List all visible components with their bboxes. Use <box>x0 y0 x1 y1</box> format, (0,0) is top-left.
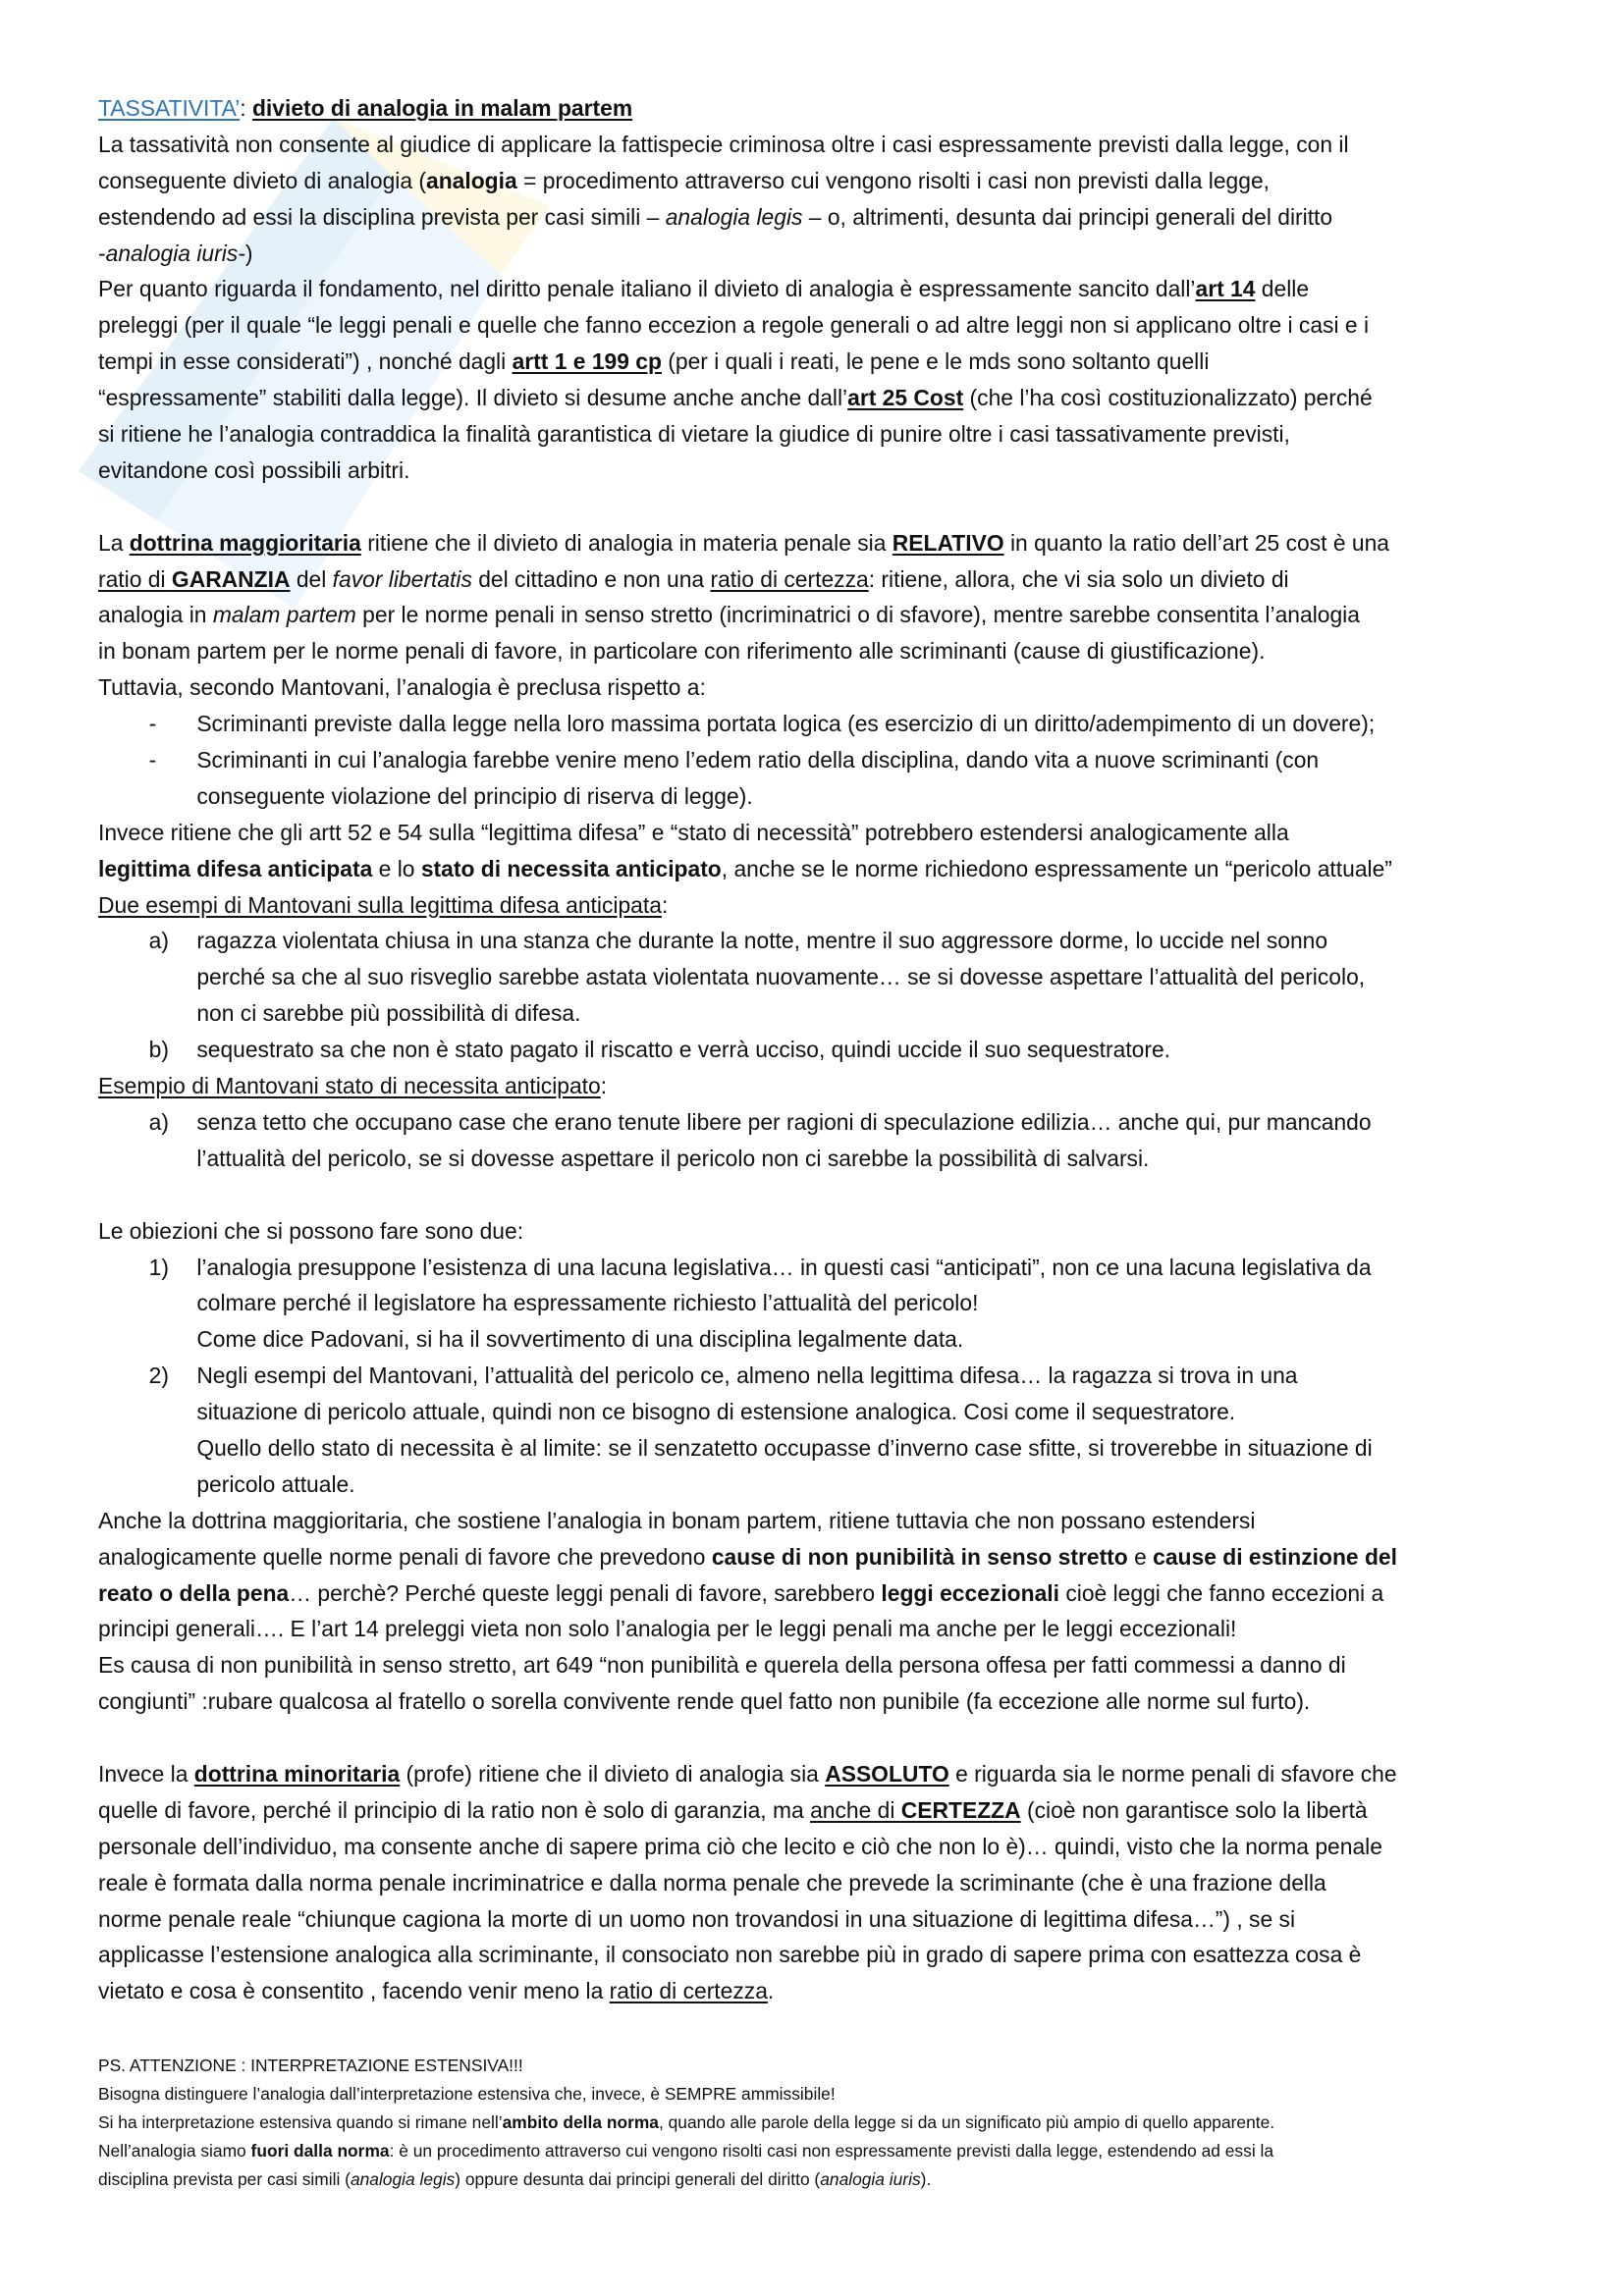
list-item <box>98 1358 1532 1394</box>
text-run: tempi in esse considerati”) , nonché dagli <box>98 348 513 375</box>
text-run: delle <box>1255 276 1310 302</box>
text-line <box>98 1756 1532 1792</box>
text-line <box>98 1901 1532 1938</box>
text-run: Nell’analogia siamo <box>98 2141 251 2161</box>
text-run: : è un procedimento attraverso cui vengono risolti casi non espressamente previsti dalla legge, estendendo ad essi la <box>389 2141 1274 2161</box>
text-run: Bisogna distinguere l’analogia dall’interpretazione estensiva che, invece, è SEMPRE ammissibile! <box>98 2084 836 2104</box>
text-line <box>98 851 1532 887</box>
ps-note <box>98 2052 1542 2194</box>
text-line <box>98 271 1532 307</box>
text-line <box>98 1937 1532 1973</box>
text-line <box>98 2080 1532 2109</box>
list-marker: b) <box>148 1037 169 1063</box>
text-run: La <box>98 529 130 556</box>
blank-line <box>98 1720 1532 1756</box>
text-line <box>98 236 1532 272</box>
text-line <box>98 199 1532 236</box>
text-line <box>98 1141 1532 1177</box>
text-line <box>98 1394 1532 1430</box>
text-run: … perchè? Perché queste leggi penali di favore, sarebbero <box>289 1579 882 1606</box>
text-run: l’analogia presuppone l’esistenza di una lacuna legislativa… in questi casi “anticipati”, non ce una lacuna legislativa da <box>196 1254 1372 1280</box>
text-run: per le norme penali in senso stretto (incriminatrici o di sfavore), mentre sarebbe consentita l’analogia <box>355 602 1360 628</box>
list-item <box>98 923 1532 959</box>
text-line <box>98 561 1532 598</box>
text-run: , anche se le norme richiedono espressamente un “pericolo attuale” <box>721 855 1392 881</box>
text-run: analogia iuris <box>820 2169 921 2189</box>
text-line <box>98 2052 1532 2080</box>
text-run: Anche la dottrina maggioritaria, che sostiene l’analogia in bonam partem, ritiene tuttavia che non possano estendersi <box>98 1507 1256 1533</box>
text-line <box>98 307 1532 344</box>
text-run: conseguente violazione del principio di riserva di legge). <box>196 782 753 809</box>
text-run: ) <box>244 240 253 266</box>
list-marker: 2) <box>148 1362 169 1389</box>
text-run: non ci sarebbe più possibilità di difesa. <box>196 1000 581 1027</box>
text-line <box>98 127 1532 163</box>
text-run: ragazza violentata chiusa in una stanza che durante la notte, mentre il suo aggressore dorme, lo uccide nel sonno <box>196 928 1328 954</box>
bold-text: cause di non punibilità in senso stretto <box>711 1543 1128 1570</box>
text-run: in quanto la ratio dell’art 25 cost è una <box>1003 529 1390 556</box>
text-run: disciplina prevista per casi simili ( <box>98 2169 351 2189</box>
text-run: . <box>767 1978 775 2004</box>
text-line <box>98 815 1532 851</box>
list-marker: a) <box>148 928 169 954</box>
text-run: applicasse l’estensione analogica alla scriminante, il consociato non sarebbe più in grado di sapere prima con esattezza cosa è <box>98 1942 1362 1968</box>
text-run: Negli esempi del Mantovani, l’attualità del pericolo ce, almeno nella legittima difesa… la ragazza si trova in una <box>196 1362 1298 1389</box>
text-run: del cittadino e non una <box>471 565 711 592</box>
text-run: ) oppure desunta dai principi generali del diritto ( <box>455 2169 821 2189</box>
text-run: e riguarda sia le norme penali di sfavore che <box>948 1760 1397 1787</box>
list-marker: a) <box>148 1108 169 1135</box>
text-line <box>98 669 1532 706</box>
text-run: , quando alle parole della legge si da un significato più ampio di quello apparente. <box>658 2112 1275 2132</box>
bold-text: ASSOLUTO <box>825 1760 949 1787</box>
text-run: malam partem <box>212 602 356 628</box>
text-run: : <box>661 891 669 918</box>
bold-text: reato o della pena <box>98 1579 290 1606</box>
text-run: Si ha interpretazione estensiva quando si rimane nell’ <box>98 2112 503 2132</box>
text-run: analogia in <box>98 602 213 628</box>
text-line <box>98 1539 1532 1575</box>
text-line <box>98 1575 1532 1612</box>
text-line <box>98 1829 1532 1865</box>
bold-text: CERTEZZA <box>900 1796 1021 1823</box>
text-run: pericolo attuale. <box>196 1470 355 1497</box>
text-run: anche di <box>810 1796 901 1823</box>
text-line <box>98 344 1532 380</box>
text-line <box>98 995 1532 1032</box>
text-run: estendendo ad essi la disciplina prevista per casi simili – <box>98 203 666 230</box>
text-line <box>98 778 1532 815</box>
text-run: analogia legis <box>665 203 803 230</box>
text-line <box>98 597 1532 633</box>
text-line <box>98 887 1532 924</box>
text-run: senza tetto che occupano case che erano tenute libere per ragioni di speculazione edilizia… anche qui, pur mancando <box>196 1108 1372 1135</box>
blank-line <box>98 489 1532 525</box>
text-line <box>98 959 1532 995</box>
text-run: cioè leggi che fanno eccezioni a <box>1058 1579 1384 1606</box>
text-run: Tuttavia, secondo Mantovani, l’analogia è preclusa rispetto a: <box>98 674 706 701</box>
bold-text: GARANZIA <box>171 565 291 592</box>
text-run: PS. ATTENZIONE : INTERPRETAZIONE ESTENSIVA!!! <box>98 2056 523 2075</box>
bold-text: analogia <box>426 167 517 193</box>
text-run: l’attualità del pericolo, se si dovesse aspettare il pericolo non ci sarebbe la possibilità di salvarsi. <box>196 1145 1150 1171</box>
text-run: e lo <box>372 855 421 881</box>
text-run: situazione di pericolo attuale, quindi non ce bisogno di estensione analogica. Cosi come il sequestratore. <box>196 1399 1236 1425</box>
text-run: Es causa di non punibilità in senso stretto, art 649 “non punibilità e querela della persona offesa per fatti commessi a danno di <box>98 1652 1346 1679</box>
text-run: evitandone così possibili arbitri. <box>98 456 410 483</box>
text-line <box>98 1865 1532 1901</box>
text-run: Per quanto riguarda il fondamento, nel diritto penale italiano il divieto di analogia è espressamente sancito dall’ <box>98 276 1196 302</box>
text-line <box>98 1683 1532 1720</box>
text-run: La tassatività non consente al giudice di applicare la fattispecie criminosa oltre i casi espressamente previsti dalla legge, con il <box>98 131 1349 157</box>
bold-text: stato di necessita anticipato <box>420 855 722 881</box>
text-line <box>98 2165 1532 2194</box>
bold-text: artt 1 e 199 cp <box>512 348 662 375</box>
bold-text: art 25 Cost <box>847 385 964 411</box>
text-line <box>98 90 1532 127</box>
text-run: : <box>240 95 252 121</box>
text-run: Esempio di Mantovani stato di necessita anticipato <box>98 1073 601 1099</box>
text-run: Le obiezioni che si possono fare sono due: <box>98 1217 524 1244</box>
text-line <box>98 2137 1532 2165</box>
text-run: analogia iuris- <box>105 240 245 266</box>
text-run: “espressamente” stabiliti dalla legge). Il divieto si desume anche anche dall’ <box>98 385 848 411</box>
text-run: (profe) ritiene che il divieto di analogia sia <box>400 1760 826 1787</box>
bold-text: legittima difesa anticipata <box>98 855 373 881</box>
text-run: analogicamente quelle norme penali di favore che prevedono <box>98 1543 712 1570</box>
list-item <box>98 706 1532 742</box>
text-line <box>98 1647 1532 1683</box>
list-item <box>98 742 1532 778</box>
bold-text: dottrina minoritaria <box>193 1760 401 1787</box>
bold-text: leggi eccezionali <box>881 1579 1059 1606</box>
text-run: - <box>98 240 106 266</box>
text-run: Scriminanti in cui l’analogia farebbe venire meno l’edem ratio della disciplina, dando vita a nuove scriminanti (con <box>196 747 1320 774</box>
text-line <box>98 525 1532 561</box>
text-run: Invece ritiene che gli artt 52 e 54 sulla “legittima difesa” e “stato di necessità” potrebbero estendersi analogicamente alla <box>98 819 1289 845</box>
text-run: reale è formata dalla norma penale incriminatrice e dalla norma penale che prevede la scriminante (che è una frazione della <box>98 1869 1326 1896</box>
list-marker: 1) <box>148 1254 169 1280</box>
text-run: norme penale reale “chiunque cagiona la morte di un uomo non trovandosi in una situazione di legittima difesa…”) , se si <box>98 1905 1296 1932</box>
bold-text: divieto di analogia in malam partem <box>251 95 633 121</box>
text-run: del <box>290 565 333 592</box>
text-run: colmare perché il legislatore ha espressamente richiesto l’attualità del pericolo! <box>196 1290 979 1316</box>
text-run: Scriminanti previste dalla legge nella loro massima portata logica (es esercizio di un diritto/adempimento di un dovere); <box>196 711 1376 737</box>
text-line <box>98 1285 1532 1321</box>
text-run: principi generali…. E l’art 14 preleggi vieta non solo l’analogia per le leggi penali ma anche per le leggi eccezionali! <box>98 1616 1237 1642</box>
text-line <box>98 633 1532 669</box>
text-run: – o, altrimenti, desunta dai principi generali del diritto <box>802 203 1333 230</box>
list-item <box>98 1032 1532 1068</box>
bold-text: RELATIVO <box>892 529 1004 556</box>
bold-text: ambito della norma <box>502 2112 659 2132</box>
text-run: quelle di favore, perché il principio di la ratio non è solo di garanzia, ma <box>98 1796 811 1823</box>
text-run: congiunti” :rubare qualcosa al fratello o sorella convivente rende quel fatto non punibile (fa eccezione alle norme sul furto). <box>98 1688 1311 1715</box>
heading-keyword: TASSATIVITA’ <box>98 95 241 121</box>
text-run: vietato e cosa è consentito , facendo venir meno la <box>98 1978 610 2004</box>
text-run: ratio di <box>98 565 172 592</box>
text-run: ). <box>920 2169 932 2189</box>
text-run: Come dice Padovani, si ha il sovvertimento di una disciplina legalmente data. <box>196 1326 964 1353</box>
text-run: in bonam partem per le norme penali di favore, in particolare con riferimento alle scriminanti (cause di giustificazione). <box>98 638 1266 665</box>
text-line <box>98 2109 1532 2137</box>
text-line <box>98 1503 1532 1539</box>
text-run: (per i quali i reati, le pene e le mds sono soltanto quelli <box>661 348 1210 375</box>
text-run: favor libertatis <box>332 565 472 592</box>
text-line <box>98 163 1532 199</box>
text-run: Invece la <box>98 1760 194 1787</box>
text-run: personale dell’individuo, ma consente anche di sapere prima ciò che lecito e ciò che non lo è)… quindi, visto che la norma penale <box>98 1833 1382 1859</box>
bold-text: fuori dalla norma <box>250 2141 390 2161</box>
list-item <box>98 1104 1532 1141</box>
text-line <box>98 1611 1532 1647</box>
text-run: preleggi (per il quale “le leggi penali e quelle che fanno eccezion a regole generali o ad altre leggi non si applicano oltre i casi e i <box>98 312 1370 339</box>
text-run: ratio di certezza <box>710 565 869 592</box>
text-line <box>98 416 1532 453</box>
text-run: si ritiene he l’analogia contraddica la finalità garantistica di vietare la giudice di punire oltre i casi tassativamente previsti, <box>98 421 1290 448</box>
text-line <box>98 1792 1532 1829</box>
list-marker: - <box>148 747 157 774</box>
text-run: perché sa che al suo risveglio sarebbe astata violentata nuovamente… se si dovesse aspettare l’attualità del pericolo, <box>196 964 1366 990</box>
document-body <box>98 90 1542 2009</box>
text-run: : ritiene, allora, che vi sia solo un divieto di <box>868 565 1289 592</box>
text-line <box>98 453 1532 489</box>
list-marker: - <box>148 711 157 737</box>
text-line <box>98 1973 1532 2009</box>
text-run: : <box>600 1073 608 1099</box>
text-run: analogia legis <box>350 2169 456 2189</box>
text-line <box>98 380 1532 416</box>
text-run: Quello dello stato di necessita è al limite: se il senzatetto occupasse d’inverno case sfitte, si troverebbe in situazione di <box>196 1434 1373 1461</box>
text-line <box>98 1467 1532 1503</box>
bold-text: cause di estinzione del <box>1153 1543 1397 1570</box>
text-run: sequestrato sa che non è stato pagato il riscatto e verrà ucciso, quindi uccide il suo sequestratore. <box>196 1037 1171 1063</box>
text-run: (che l’ha così costituzionalizzato) perché <box>963 385 1373 411</box>
list-item <box>98 1250 1532 1286</box>
text-run: ritiene che il divieto di analogia in materia penale sia <box>360 529 893 556</box>
text-run: (cioè non garantisce solo la libertà <box>1020 1796 1368 1823</box>
text-run: conseguente divieto di analogia ( <box>98 167 427 193</box>
text-line <box>98 1321 1532 1358</box>
text-line <box>98 1068 1532 1104</box>
text-run: e <box>1127 1543 1154 1570</box>
text-line <box>98 1430 1532 1467</box>
text-run: ratio di certezza <box>609 1978 768 2004</box>
bold-text: dottrina maggioritaria <box>129 529 361 556</box>
text-run: Due esempi di Mantovani sulla legittima difesa anticipata <box>98 891 662 918</box>
text-run: = procedimento attraverso cui vengono risolti i casi non previsti dalla legge, <box>516 167 1271 193</box>
blank-line <box>98 1177 1532 1213</box>
bold-text: art 14 <box>1195 276 1256 302</box>
text-line <box>98 1213 1532 1250</box>
